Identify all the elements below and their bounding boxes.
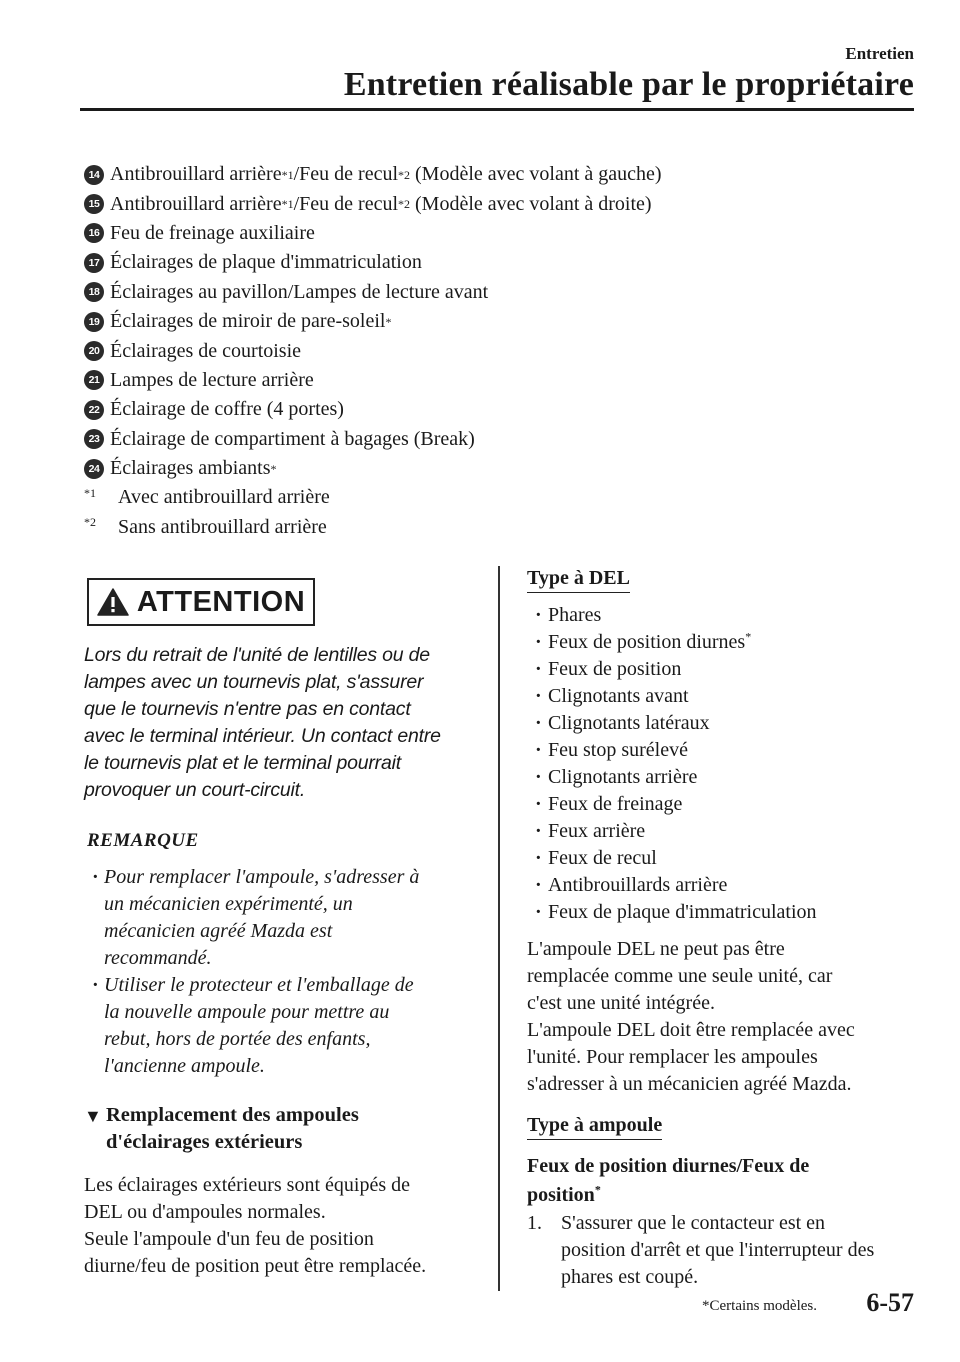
attention-line: avec le terminal intérieur. Un contact entre [84,725,441,747]
list-item: 19 Éclairages de miroir de pare-soleil * [84,307,904,336]
column-divider [498,566,500,1291]
note-line: un mécanicien expérimenté, un [104,893,353,915]
list-item: 15 Antibrouillard arrière *1 /Feu de recul *2 (Modèle avec volant à droite) [84,189,904,218]
bullet-text: Feux de recul [548,847,657,869]
page-header [344,44,914,106]
paragraph-line: Seule l'ampoule d'un feu de position [84,1228,374,1250]
footnote-ref: * [745,629,752,644]
note-line: la nouvelle ampoule pour mettre au [104,1001,390,1023]
circled-number: 18 [84,282,104,302]
bullet-text: Feux de freinage [548,793,683,815]
bullet-text: Feux de position diurnes [548,631,746,653]
note-line: · Pour remplacer l'ampoule, s'adresser à [104,866,420,888]
list-item [84,395,904,424]
list-item [535,872,927,899]
feux-title [527,1152,927,1210]
warning-icon [97,588,129,616]
list-item: 14 Antibrouillard arrière *1 /Feu de recul *2 (Modèle avec volant à gauche) [84,160,904,189]
bullet-text: Phares [548,604,602,626]
attention-line: lampes avec un tournevis plat, s'assurer [84,671,424,693]
footnote-asterisk: * [84,485,90,500]
subsection-heading [84,1102,474,1156]
note-line: recommandé. [104,947,212,969]
attention-line: le tournevis plat et le terminal pourrait [84,752,401,774]
circled-number: 20 [84,341,104,361]
list-item [535,764,927,791]
list-item [535,602,927,629]
subsection-line: Remplacement des ampoules [106,1104,359,1126]
bullet-text: Feux de plaque d'immatriculation [548,901,817,923]
attention-line: provoquer un court-circuit. [84,779,306,801]
del-list [535,602,927,926]
note-item [92,864,474,972]
footnote-asterisk: * [84,515,90,530]
list-item: 24 Éclairages ambiants * [84,454,904,483]
subsection-paragraph [84,1172,474,1280]
bullet-text: Clignotants avant [548,685,689,707]
footnote-mark [84,486,118,511]
triangle-down-icon: ▼ [84,1106,102,1126]
remarque-notes [92,864,474,1080]
circled-number: 14 [84,165,104,185]
paragraph-line: Les éclairages extérieurs sont équipés de [84,1174,410,1196]
list-item [535,899,927,926]
item-text: /Feu de recul [293,192,398,215]
item-text: Éclairages de courtoisie [110,339,302,362]
type-ampoule-title: Type à ampoule [527,1112,662,1140]
bullet-text: Feux de position [548,658,682,680]
item-text: Éclairages ambiants [110,457,271,480]
circled-number: 19 [84,312,104,332]
note-line: l'ancienne ampoule. [104,1055,265,1077]
attention-label: ATTENTION [136,585,306,618]
circled-number: 24 [84,459,104,479]
list-item [84,248,904,277]
item-text: Feu de freinage auxiliaire [110,221,315,244]
type-ampoule-block [527,1112,927,1140]
attention-box [87,578,315,626]
item-text: Antibrouillard arrière [110,192,282,215]
paragraph-line: L'ampoule DEL doit être remplacée avec [527,1019,855,1041]
footnote-text: Sans antibrouillard arrière [118,515,327,538]
footnote-text: Avec antibrouillard arrière [118,486,330,509]
subsection-line: d'éclairages extérieurs [106,1131,303,1153]
note-item [92,972,474,1080]
paragraph-line: remplacée comme une seule unité, car [527,965,833,987]
list-item [535,845,927,872]
list-item [84,366,904,395]
circled-number: 15 [84,194,104,214]
list-item [535,683,927,710]
list-item [84,425,904,454]
left-column [84,578,474,1280]
footnote [84,513,904,542]
paragraph-line: c'est une unité intégrée. [527,992,715,1014]
circled-number: 21 [84,370,104,390]
step-line: phares est coupé. [561,1266,699,1288]
paragraph-line: L'ampoule DEL ne peut pas être [527,938,785,960]
del-paragraph [527,936,927,1098]
list-item [84,219,904,248]
page-title: Entretien réalisable par le propriétaire [343,66,914,103]
item-text: Éclairage de coffre (4 portes) [110,398,344,421]
feux-title-line: position [527,1184,595,1206]
note-line: · Utiliser le protecteur et l'emballage de [104,974,414,996]
bullet-text: Feu stop surélevé [548,739,688,761]
numbered-list [84,160,904,542]
footnote [84,483,904,512]
section-name: Entretien [845,44,914,63]
list-item [535,656,927,683]
step-line: position d'arrêt et que l'interrupteur des [561,1239,875,1261]
right-column [527,565,927,1291]
bullet-text: Clignotants latéraux [548,712,710,734]
circled-number: 17 [84,253,104,273]
paragraph-line: diurne/feu de position peut être remplacée. [84,1255,427,1277]
remarque-title: REMARQUE [87,830,199,851]
footnote-number: 2 [90,515,96,530]
type-del-title: Type à DEL [527,565,630,593]
item-text: Antibrouillard arrière [110,163,282,186]
item-text: (Modèle avec volant à gauche) [410,163,662,186]
attention-line: Lors du retrait de l'unité de lentilles ou de [84,644,430,666]
feux-title-line: Feux de position diurnes/Feux de [527,1155,810,1177]
list-item [535,737,927,764]
paragraph-line: s'adresser à un mécanicien agréé Mazda. [527,1073,852,1095]
circled-number: 23 [84,429,104,449]
bullet-text: Feux arrière [548,820,646,842]
paragraph-line: DEL ou d'ampoules normales. [84,1201,326,1223]
page-number: 6-57 [866,1288,914,1317]
circled-number: 16 [84,223,104,243]
list-item [84,278,904,307]
item-text: Éclairage de compartiment à bagages (Break) [110,427,475,450]
header-rule [80,108,914,111]
note-line: rebut, hors de portée des enfants, [104,1028,371,1050]
list-item [535,710,927,737]
item-text: Éclairages de plaque d'immatriculation [110,251,422,274]
list-item [84,336,904,365]
list-item [535,629,927,656]
paragraph-line: l'unité. Pour remplacer les ampoules [527,1046,818,1068]
item-text: Éclairages au pavillon/Lampes de lecture avant [110,280,489,303]
bullet-text: Antibrouillards arrière [548,874,728,896]
circled-number: 22 [84,400,104,420]
step-line: S'assurer que le contacteur est en [561,1212,826,1234]
attention-line: que le tournevis n'entre pas en contact [84,698,411,720]
footnote-mark [84,515,118,540]
footnote-number: 1 [90,485,96,500]
list-item [535,818,927,845]
note-line: mécanicien agréé Mazda est [104,920,333,942]
step-number: 1. [527,1212,542,1234]
item-text: Lampes de lecture arrière [110,368,314,391]
footnote-ref: * [594,1182,601,1197]
step-item [527,1210,927,1291]
item-text: /Feu de recul [293,163,398,186]
list-item [535,791,927,818]
bullet-text: Clignotants arrière [548,766,698,788]
footer-note: *Certains modèles. [702,1298,817,1314]
item-text: (Modèle avec volant à droite) [410,192,652,215]
attention-text [84,642,474,804]
item-text: Éclairages de miroir de pare-soleil [110,310,386,333]
